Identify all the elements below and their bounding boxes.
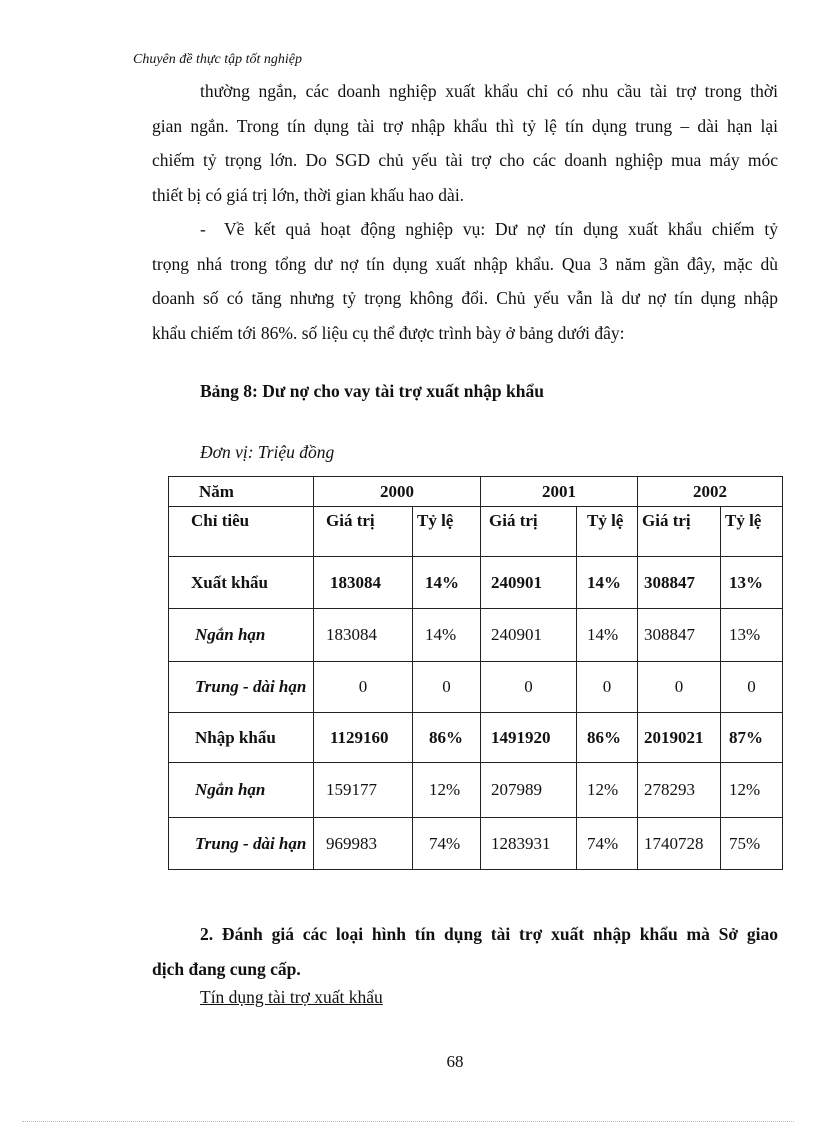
- table-cell: 0: [413, 662, 481, 713]
- paragraph-line: - Về kết quả hoạt động nghiệp vụ: Dư nợ tín dụng xuất khẩu chiếm tỷ: [152, 212, 778, 247]
- table-row: [169, 662, 783, 713]
- bullet-dash: -: [200, 219, 206, 239]
- table-cell: 74%: [577, 818, 638, 870]
- table-cell: 0: [721, 662, 783, 713]
- table-cell: 14%: [577, 609, 638, 662]
- table-cell: 0: [314, 662, 413, 713]
- table-row: [169, 609, 783, 662]
- value-header: Giá trị: [481, 507, 577, 557]
- year-header: 2000: [314, 477, 481, 507]
- year-header: 2002: [638, 477, 783, 507]
- table-cell: 0: [638, 662, 721, 713]
- ratio-header: Tỷ lệ: [577, 507, 638, 557]
- table-cell: 240901: [481, 609, 577, 662]
- table-row: [169, 713, 783, 763]
- table-cell: 74%: [413, 818, 481, 870]
- table-cell: 308847: [638, 557, 721, 609]
- table-cell: 207989: [481, 763, 577, 818]
- paragraph-line: khẩu chiếm tới 86%. số liệu cụ thể được trình bày ở bảng dưới đây:: [152, 322, 625, 343]
- table-cell: 75%: [721, 818, 783, 870]
- table-cell: 12%: [721, 763, 783, 818]
- table-cell: 13%: [721, 557, 783, 609]
- table-cell: 159177: [314, 763, 413, 818]
- table-cell: 12%: [577, 763, 638, 818]
- page-number: 68: [446, 1052, 464, 1071]
- table-cell: 0: [577, 662, 638, 713]
- table-year-row: [169, 477, 783, 507]
- paragraph-line: thiết bị có giá trị lớn, thời gian khấu hao dài.: [152, 184, 465, 205]
- table-cell: 86%: [413, 713, 481, 763]
- paragraph-2: [152, 212, 778, 350]
- year-header: 2001: [481, 477, 638, 507]
- table-cell: 14%: [577, 557, 638, 609]
- table-header-row: [169, 507, 783, 557]
- table-cell: 13%: [721, 609, 783, 662]
- ratio-header: Tỷ lệ: [721, 507, 783, 557]
- table-cell: 308847: [638, 609, 721, 662]
- value-header: Giá trị: [314, 507, 413, 557]
- heading-line: 2. Đánh giá các loại hình tín dụng tài trợ xuất nhập khẩu mà Sở giao: [200, 924, 778, 944]
- row-label: Nhập khẩu: [169, 713, 314, 763]
- value-header: Giá trị: [638, 507, 721, 557]
- table-cell: 87%: [721, 713, 783, 763]
- table-cell: 1740728: [638, 818, 721, 870]
- paragraph-line: doanh số có tăng nhưng tỷ trọng không đổi. Chủ yếu vẫn là dư nợ tín dụng nhập: [152, 288, 778, 308]
- paragraph-line: trọng nhá trong tổng dư nợ tín dụng xuất nhập khẩu. Qua 3 năm gần đây, mặc dù: [152, 253, 778, 274]
- running-header: Chuyên đề thực tập tốt nghiệp: [133, 52, 302, 67]
- table-cell: 1491920: [481, 713, 577, 763]
- table-row: [169, 557, 783, 609]
- table-cell: 14%: [413, 557, 481, 609]
- table-cell: 183084: [314, 609, 413, 662]
- heading-line: dịch đang cung cấp.: [152, 958, 301, 979]
- row-label: Ngắn hạn: [169, 763, 314, 818]
- table-caption: Bảng 8: Dư nợ cho vay tài trợ xuất nhập khẩu: [200, 381, 544, 401]
- indicator-label: Chỉ tiêu: [169, 507, 314, 557]
- page-bottom-divider: [22, 1121, 794, 1122]
- table-cell: 14%: [413, 609, 481, 662]
- table-cell: 240901: [481, 557, 577, 609]
- paragraph-line: gian ngắn. Trong tín dụng tài trợ nhập khẩu thì tỷ lệ tín dụng trung – dài hạn lại: [152, 115, 778, 136]
- row-label: Trung - dài hạn: [169, 662, 314, 713]
- table-cell: 12%: [413, 763, 481, 818]
- row-label: Xuất khẩu: [169, 557, 314, 609]
- table-row: [169, 818, 783, 870]
- paragraph-1: [152, 74, 778, 212]
- table-unit: Đơn vị: Triệu đồng: [200, 442, 335, 462]
- table-cell: 1283931: [481, 818, 577, 870]
- table-cell: 969983: [314, 818, 413, 870]
- loan-table: [168, 476, 783, 870]
- paragraph-line: thường ngắn, các doanh nghiệp xuất khẩu chỉ có nhu cầu tài trợ trong thời: [200, 81, 778, 101]
- year-label: Năm: [169, 477, 314, 507]
- table-cell: 1129160: [314, 713, 413, 763]
- paragraph-line: chiếm tỷ trọng lớn. Do SGD chủ yếu tài trợ cho các doanh nghiệp mua máy móc: [152, 150, 778, 170]
- subheading: Tín dụng tài trợ xuất khẩu: [200, 987, 383, 1007]
- table-cell: 0: [481, 662, 577, 713]
- row-label: Trung - dài hạn: [169, 818, 314, 870]
- table-cell: 2019021: [638, 713, 721, 763]
- ratio-header: Tỷ lệ: [413, 507, 481, 557]
- table-row: [169, 763, 783, 818]
- table-cell: 183084: [314, 557, 413, 609]
- table-cell: 278293: [638, 763, 721, 818]
- table-cell: 86%: [577, 713, 638, 763]
- row-label: Ngắn hạn: [169, 609, 314, 662]
- section-heading: [152, 917, 778, 986]
